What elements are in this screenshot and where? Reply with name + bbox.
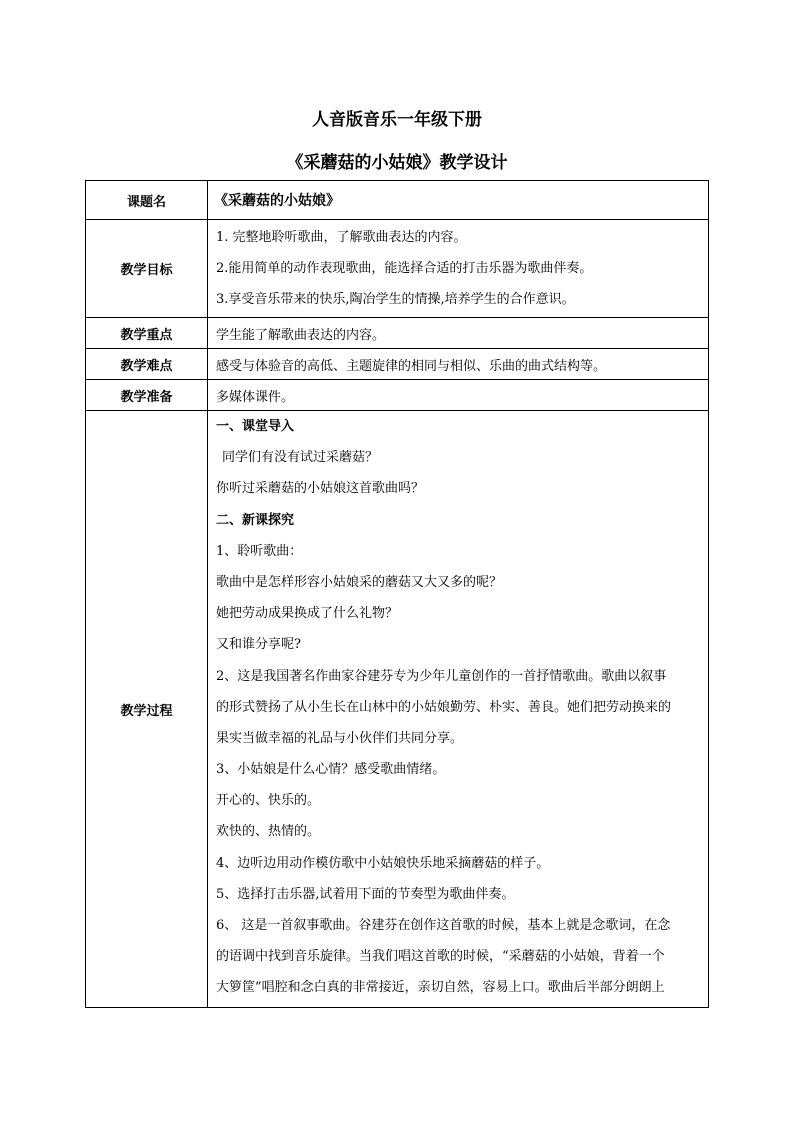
process-line: 欢快的、热情的。 (216, 824, 321, 840)
process-line: 开心的、快乐的。 (216, 793, 321, 809)
row-label-goals: 教学目标 (86, 220, 208, 318)
document-subtitle: 《采蘑菇的小姑娘》教学设计 (286, 153, 508, 173)
process-line: 4、边听边用动作模仿歌中小姑娘快乐地采摘蘑菇的样子。 (216, 855, 550, 871)
topic-value: 《采蘑菇的小姑娘》 (208, 181, 709, 220)
goal-item: 1. 完整地聆听歌曲，了解歌曲表达的内容。 (216, 230, 467, 245)
row-label-prep: 教学准备 (86, 380, 208, 411)
section-heading: 一、课堂导入 (216, 419, 295, 434)
table-row-key (86, 318, 709, 349)
process-line: 又和谁分享呢? (216, 637, 301, 653)
difficulty-value: 感受与体验音的高低、主题旋律的相同与相似、乐曲的曲式结构等。 (208, 349, 709, 380)
lesson-plan-table (85, 180, 709, 1008)
row-label-key: 教学重点 (86, 318, 208, 349)
process-line: 6、 这是一首叙事歌曲。谷建芬在创作这首歌的时候，基本上就是念歌词，在念 (216, 918, 671, 933)
goal-item: 2.能用简单的动作表现歌曲，能选择合适的打击乐器为歌曲伴奏。 (216, 261, 593, 276)
process-line: 3、小姑娘是什么心情？感受歌曲情绪。 (216, 762, 446, 778)
row-label-topic: 课题名 (86, 181, 208, 220)
goals-cell (208, 220, 709, 318)
section-heading: 二、新课探究 (216, 512, 295, 528)
process-line: 5、选择打击乐器,试着用下面的节奏型为歌曲伴奏。 (216, 886, 515, 902)
process-line: 的语调中找到音乐旋律。当我们唱这首歌的时候，“采蘑菇的小姑娘，背着一个 (216, 949, 665, 965)
process-line: 果实当做幸福的礼品与小伙伴们共同分享。 (216, 730, 464, 746)
document-title: 人音版音乐一年级下册 (312, 110, 482, 130)
process-line: 她把劳动成果换成了什么礼物？ (216, 606, 399, 622)
process-line: 你听过采蘑菇的小姑娘这首歌曲吗？ (216, 481, 425, 497)
key-value: 学生能了解歌曲表达的内容。 (208, 318, 709, 349)
table-row-goals (86, 220, 709, 318)
process-line: 大箩筐”唱腔和念白真的非常接近，亲切自然，容易上口。歌曲后半部分朗朗上 (216, 980, 665, 996)
process-line: 同学们有没有试过采蘑菇？ (222, 450, 379, 466)
process-cell (208, 411, 709, 1008)
table-row-process (86, 411, 709, 1008)
process-line: 歌曲中是怎样形容小姑娘采的蘑菇又大又多的呢？ (216, 574, 503, 590)
prep-value: 多媒体课件。 (208, 380, 709, 411)
table-row-prep (86, 380, 709, 411)
table-row-difficulty (86, 349, 709, 380)
process-line: 2、这是我国著名作曲家谷建芬专为少年儿童创作的一首抒情歌曲。歌曲以叙事 (216, 668, 667, 684)
table-row-topic (86, 181, 709, 220)
process-line: 1、聆听歌曲： (216, 543, 303, 559)
row-label-difficulty: 教学难点 (86, 349, 208, 380)
process-line: 的形式赞扬了从小生长在山林中的小姑娘勤劳、朴实、善良。她们把劳动换来的 (216, 699, 672, 715)
goal-item: 3.享受音乐带来的快乐,陶冶学生的情操,培养学生的合作意识。 (216, 292, 575, 307)
row-label-process: 教学过程 (86, 411, 208, 1008)
